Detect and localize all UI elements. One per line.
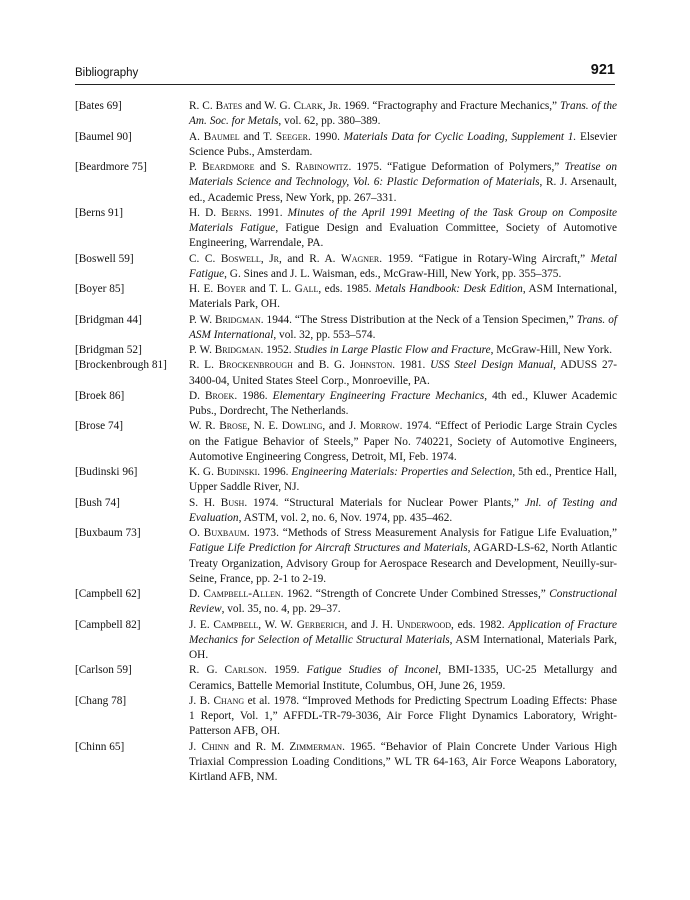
citation-text: [189, 252, 617, 283]
citation-key: [Baumel 90]: [75, 130, 132, 143]
citation-fragment: K. G.: [189, 466, 217, 478]
citation-key: [Campbell 82]: [75, 618, 141, 631]
italic-title: Metals Handbook: Desk Edition: [374, 283, 523, 295]
citation-fragment: , ADUSS 27-3400-04, United States Steel Corp., Monroeville, PA.: [189, 359, 618, 387]
citation-text: [189, 526, 617, 587]
author-surname: Morrow: [359, 420, 400, 433]
citation-fragment: and T. L.: [246, 283, 295, 295]
citation-fragment: . 1986.: [234, 389, 273, 402]
citation-fragment: R. G.: [189, 664, 225, 677]
bib-entry: [75, 663, 617, 694]
citation-key: [Carlson 59]: [75, 664, 132, 677]
author-surname: Baumel: [203, 130, 240, 143]
citation-fragment: . 1975. “Fatigue Deformation of Polymers,”: [348, 161, 565, 173]
author-surname: Clark: [293, 100, 323, 112]
bib-entry: [75, 740, 617, 786]
author-surname: Boyer: [216, 283, 246, 295]
bib-entry: [75, 99, 617, 130]
citation-text: [189, 419, 617, 465]
citation-fragment: , and J.: [322, 420, 360, 433]
citation-fragment: A.: [189, 130, 204, 143]
italic-title: Jnl. of Testing and Evaluation: [189, 496, 617, 524]
bibliography-list: [75, 99, 617, 785]
citation-text: [189, 343, 617, 358]
author-surname: Bridgman: [215, 313, 261, 326]
citation-fragment: , 5th ed., Prentice Hall, Upper Saddle River, NJ.: [189, 466, 617, 494]
citation-key: [Chang 78]: [75, 694, 127, 707]
citation-fragment: , J: [260, 252, 274, 265]
citation-key: [Buxbaum 73]: [75, 527, 141, 539]
citation-key: [Boyer 85]: [75, 283, 125, 295]
author-surname: Broek: [205, 389, 235, 402]
citation-key: [Bridgman 44]: [75, 313, 142, 326]
citation-fragment: . 1991.: [249, 206, 288, 219]
citation-fragment: , eds. 1985.: [318, 283, 375, 295]
citation-fragment: D.: [189, 588, 204, 600]
citation-key: [Berns 91]: [75, 206, 124, 219]
bib-entry: [75, 465, 617, 496]
citation-text: [189, 663, 617, 694]
citation-key: [Bush 74]: [75, 496, 120, 509]
running-header: [75, 64, 615, 85]
bib-entry: [75, 252, 617, 283]
citation-fragment: . 1959.: [264, 664, 307, 677]
citation-text: [189, 358, 617, 389]
citation-fragment: and R. M.: [228, 740, 290, 753]
citation-text: [189, 313, 617, 344]
citation-fragment: , Fatigue Design and Evaluation Committee, Society of Automotive Engineering, Warrendale, PA.: [189, 222, 617, 250]
citation-fragment: , McGraw-Hill, New York.: [490, 344, 613, 356]
italic-title: Engineering Materials: Properties and Selection: [291, 466, 513, 478]
author-surname: Johnston: [349, 359, 393, 372]
italic-title: Metal Fatigue: [189, 252, 617, 280]
citation-text: [189, 160, 617, 206]
author-surname: Gerberich: [296, 618, 345, 631]
author-surname: r: [332, 100, 339, 112]
author-surname: Brockenbrough: [218, 359, 293, 372]
citation-fragment: J.: [189, 740, 202, 753]
citation-text: [189, 130, 617, 161]
citation-fragment: , ASM International, Materials Park, OH.: [189, 283, 618, 311]
bib-entry: [75, 496, 617, 527]
bib-entry: [75, 389, 617, 420]
page-number: 921: [590, 62, 615, 78]
bib-entry: [75, 526, 617, 587]
italic-title: Studies in Large Plastic Flow and Fracture: [294, 344, 491, 356]
citation-fragment: R. C.: [189, 100, 216, 112]
citation-text: [189, 740, 617, 786]
italic-title: Trans. of the Am. Soc. for Metals: [189, 100, 618, 128]
citation-key: [Boswell 59]: [75, 252, 134, 265]
italic-title: Application of Fracture Mechanics for Selection of Metallic Structural Materials: [189, 618, 617, 646]
citation-key: [Budinski 96]: [75, 466, 138, 478]
bib-entry: [75, 358, 617, 389]
citation-fragment: . 1959. “Fatigue in Rotary-Wing Aircraft,”: [379, 252, 591, 265]
citation-fragment: , eds. 1982.: [451, 618, 509, 631]
citation-fragment: . 1996.: [257, 466, 292, 478]
citation-text: [189, 389, 617, 420]
italic-title: Minutes of the April 1991 Meeting of the Task Group on Composite Materials Fatigue: [189, 206, 617, 234]
citation-key: [Campbell 62]: [75, 588, 141, 600]
author-surname: Campbell: [213, 618, 259, 631]
author-surname: Berns: [221, 206, 250, 219]
citation-fragment: . 1944. “The Stress Distribution at the Neck of a Tension Specimen,”: [260, 313, 577, 326]
bib-entry: [75, 160, 617, 206]
citation-fragment: , ASTM, vol. 2, no. 6, Nov. 1974, pp. 435–462.: [238, 511, 453, 524]
citation-fragment: J. B.: [189, 694, 214, 707]
citation-fragment: et al. 1978. “Improved Methods for Predicting Spectrum Loading Effects: Phase 1 Report, Vol. 1,” AFFDL-TR-79-3036, Air Force Flight Dynamics Laboratory, Wright-Patterson AFB, OH.: [189, 694, 617, 738]
citation-key: [Bridgman 52]: [75, 344, 142, 356]
citation-key: [Brockenbrough 81]: [75, 359, 167, 372]
citation-fragment: W. R.: [189, 420, 220, 433]
citation-fragment: , G. Sines and J. L. Waisman, eds., McGraw-Hill, New York, pp. 355–375.: [224, 267, 562, 280]
citation-fragment: O.: [189, 527, 204, 539]
citation-fragment: Elsevier Science Pubs., Amsterdam.: [189, 130, 618, 158]
citation-key: [Bates 69]: [75, 100, 122, 112]
author-surname: Carlson: [224, 664, 265, 677]
citation-fragment: . 1973. “Methods of Stress Measurement Analysis for Fatigue Life Evaluation,”: [246, 527, 617, 539]
citation-fragment: , ASM International, Materials Park, OH.: [189, 633, 617, 661]
citation-fragment: J. E.: [189, 618, 214, 631]
citation-fragment: . 1952.: [260, 344, 295, 356]
author-surname: Chang: [213, 694, 245, 707]
author-surname: Gall: [294, 283, 319, 295]
author-surname: Bush: [220, 496, 245, 509]
citation-fragment: and S.: [254, 161, 296, 173]
author-surname: Bates: [215, 100, 243, 112]
citation-text: [189, 465, 617, 496]
italic-title: Elementary Engineering Fracture Mechanics: [272, 389, 485, 402]
citation-fragment: , W. W.: [258, 618, 297, 631]
author-surname: Seeger: [275, 130, 308, 143]
citation-key: [Brose 74]: [75, 420, 124, 433]
author-surname: Buxbaum: [203, 527, 247, 539]
citation-fragment: , vol. 62, pp. 380–389.: [278, 115, 381, 128]
citation-fragment: S. H.: [189, 496, 221, 509]
citation-fragment: , 4th ed., Kluwer Academic Pubs., Dordrecht, The Netherlands.: [189, 389, 618, 417]
citation-fragment: H. D.: [189, 206, 222, 219]
italic-title: Treatise on Materials Science and Technology, Vol. 6: Plastic Deformation of Materials: [189, 161, 617, 189]
citation-fragment: , BMI-1335, UC-25 Metallurgy and Ceramics, Battelle Memorial Institute, Columbus, OH, June 26, 1959.: [189, 664, 618, 692]
citation-fragment: . 1962. “Strength of Concrete Under Combined Stresses,”: [280, 588, 550, 600]
bib-entry: [75, 282, 617, 313]
citation-fragment: , vol. 32, pp. 553–574.: [273, 328, 376, 341]
section-title: Bibliography: [75, 67, 139, 79]
author-surname: Bridgman: [214, 344, 261, 356]
author-surname: Zimmerman: [289, 740, 343, 753]
citation-fragment: , N. E.: [247, 420, 282, 433]
bib-entry: [75, 343, 617, 358]
citation-fragment: . 1974. “Effect of Periodic Large Strain Cycles on the Fatigue Behavior of Steels,” Paper No. 740221, Society of Automotive Engineers, Automotive Engineering Congress, Detroit, MI, Feb. 1974.: [189, 420, 617, 463]
citation-text: [189, 618, 617, 664]
bib-entry: [75, 587, 617, 618]
author-surname: Budinski: [216, 466, 258, 478]
bib-entry: [75, 618, 617, 664]
citation-text: [189, 282, 617, 313]
bib-entry: [75, 313, 617, 344]
citation-key: [Chinn 65]: [75, 740, 125, 753]
citation-fragment: C. C.: [189, 252, 221, 265]
citation-key: [Broek 86]: [75, 389, 125, 402]
citation-text: [189, 206, 617, 252]
author-surname: Rabinowitz: [295, 161, 349, 173]
citation-fragment: D.: [189, 389, 206, 402]
italic-title: Trans. of ASM International: [189, 313, 618, 341]
citation-fragment: , vol. 35, no. 4, pp. 29–37.: [221, 603, 341, 616]
citation-text: [189, 587, 617, 618]
author-surname: Wagner: [341, 252, 380, 265]
citation-fragment: P. W.: [189, 344, 215, 356]
author-surname: Chinn: [201, 740, 229, 753]
citation-fragment: and B. G.: [292, 359, 350, 372]
author-surname: Boswell: [220, 252, 261, 265]
author-surname: Campbell-Allen: [203, 588, 281, 600]
italic-title: Fatigue Life Prediction for Aircraft Structures and Materials: [189, 542, 468, 555]
citation-fragment: , R. J. Arsenault, ed., Academic Press, New York, pp. 267–331.: [189, 176, 618, 204]
citation-fragment: R. L.: [189, 359, 219, 372]
author-surname: Dowling: [281, 420, 323, 433]
citation-fragment: P. W.: [189, 313, 216, 326]
bib-entry: [75, 419, 617, 465]
citation-key: [Beardmore 75]: [75, 161, 147, 173]
italic-title: Materials Data for Cyclic Loading, Supplement 1.: [343, 130, 577, 143]
author-surname: Underwood: [396, 618, 452, 631]
italic-title: Constructional Review: [189, 588, 618, 616]
italic-title: Fatigue Studies of Inconel: [306, 664, 439, 677]
citation-text: [189, 496, 617, 527]
bib-entry: [75, 694, 617, 740]
citation-fragment: . 1990.: [307, 130, 344, 143]
bib-entry: [75, 206, 617, 252]
citation-fragment: . 1974. “Structural Materials for Nuclear Power Plants,”: [244, 496, 525, 509]
citation-fragment: H. E.: [189, 283, 217, 295]
citation-fragment: and T.: [239, 130, 276, 143]
author-surname: r: [273, 252, 279, 265]
citation-fragment: , and J. H.: [344, 618, 397, 631]
citation-fragment: . 1981.: [392, 359, 431, 372]
bib-entry: [75, 130, 617, 161]
citation-fragment: , and R. A.: [278, 252, 342, 265]
italic-title: USS Steel Design Manual: [430, 359, 554, 372]
citation-text: [189, 99, 617, 130]
citation-fragment: , J: [322, 100, 333, 112]
citation-fragment: . 1969. “Fractography and Fracture Mechanics,”: [338, 100, 560, 112]
citation-fragment: . 1965. “Behavior of Plain Concrete Under Various High Triaxial Compression Loading Conditions,” WL TR 64-163, Air Force Weapons Laboratory, Kirtland AFB, NM.: [189, 740, 617, 783]
citation-fragment: , AGARD-LS-62, North Atlantic Treaty Organization, Advisory Group for Aerospace Research and Development, Neuilly-sur-Seine, France, pp. 2-1 to 2-19.: [189, 542, 617, 585]
author-surname: Beardmore: [202, 161, 255, 173]
citation-fragment: and W. G.: [242, 100, 294, 112]
citation-text: [189, 694, 617, 740]
author-surname: Brose: [219, 420, 248, 433]
citation-fragment: P.: [189, 161, 203, 173]
